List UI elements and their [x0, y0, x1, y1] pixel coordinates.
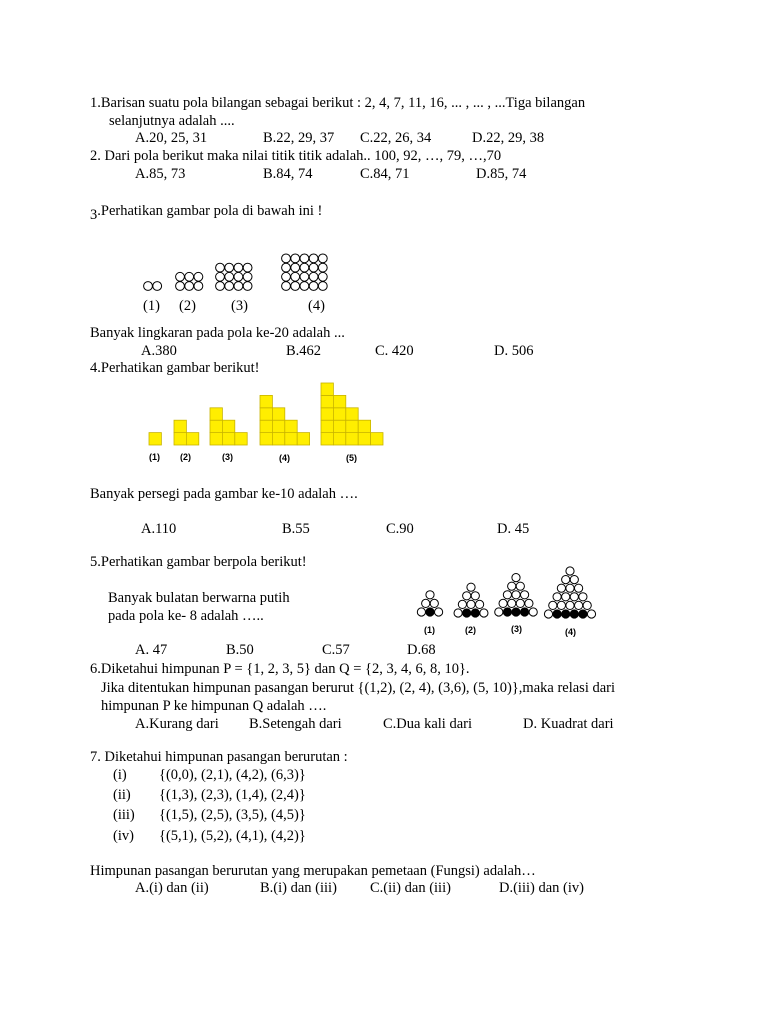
q5-dot: [557, 584, 565, 592]
q3-option-d: D. 506: [494, 343, 534, 359]
q5-dot: [467, 600, 475, 608]
q7-item-label-4: (iv): [113, 828, 134, 844]
q5-dot: [476, 600, 484, 608]
q5-dot: [566, 567, 574, 575]
q5-dot: [579, 593, 587, 601]
q5-dot: [508, 599, 516, 607]
q5-dot: [471, 592, 479, 600]
q5-dot: [512, 591, 520, 599]
q2-option-c: C.84, 71: [360, 166, 410, 182]
q5-dot: [512, 574, 520, 582]
q3-number: 3: [90, 207, 98, 223]
q5-label-2: (2): [465, 625, 476, 635]
q5-dot: [516, 582, 524, 590]
q1-option-a: A.20, 25, 31: [135, 130, 208, 146]
q5-option-a: A. 47: [135, 642, 168, 658]
q5-dot: [579, 610, 587, 618]
q5-dot: [463, 609, 471, 617]
q5-dot: [508, 582, 516, 590]
q5-dot: [467, 583, 475, 591]
q5-dot: [422, 599, 430, 607]
q5-question-line2: pada pola ke- 8 adalah …..: [108, 608, 264, 624]
q5-dot: [463, 592, 471, 600]
q5-label-4: (4): [565, 627, 576, 637]
q7-item-label-2: (ii): [113, 787, 131, 803]
q5-dot: [570, 610, 578, 618]
q5-option-c: C.57: [322, 642, 350, 658]
q2-option-a: A.85, 73: [135, 166, 186, 182]
q4-option-d: D. 45: [497, 521, 530, 537]
q7-option-c: C.(ii) dan (iii): [370, 880, 451, 896]
q6-text: 6.Diketahui himpunan P = {1, 2, 3, 5} dan Q = {2, 3, 4, 6, 8, 10}.: [90, 661, 470, 677]
q5-dot: [480, 609, 488, 617]
q3-label-3: (3): [231, 298, 248, 314]
q5-dot: [458, 600, 466, 608]
q1-option-c: C.22, 26, 34: [360, 130, 432, 146]
q5-dot: [430, 599, 438, 607]
q4-option-c: C.90: [386, 521, 414, 537]
q5-dot: [587, 610, 595, 618]
q4-label-5: (5): [346, 453, 357, 463]
q1-text-cont: selanjutnya adalah ....: [109, 113, 235, 129]
q4-label-3: (3): [222, 452, 233, 462]
q5-dot: [471, 609, 479, 617]
q7-question: Himpunan pasangan berurutan yang merupakan pemetaan (Fungsi) adalah…: [90, 863, 536, 879]
q4-text: 4.Perhatikan gambar berikut!: [90, 360, 260, 376]
q5-question-line1: Banyak bulatan berwarna putih: [108, 590, 290, 606]
q5-dot: [516, 599, 524, 607]
q5-dot: [575, 601, 583, 609]
q3-option-c: C. 420: [375, 343, 414, 359]
q5-dot: [426, 608, 434, 616]
q5-dot: [549, 601, 557, 609]
q5-dot: [499, 599, 507, 607]
q4-question: Banyak persegi pada gambar ke-10 adalah ….: [90, 486, 358, 502]
q7-item-value-3: {(1,5), (2,5), (3,5), (4,5)}: [159, 807, 306, 823]
q3-option-a: A.380: [141, 343, 177, 359]
q3-label-1: (1): [143, 298, 160, 314]
q5-dot: [417, 608, 425, 616]
q5-dot: [570, 593, 578, 601]
q1-text: 1.Barisan suatu pola bilangan sebagai berikut : 2, 4, 7, 11, 16, ... , ... , ...Tiga bilangan: [90, 95, 586, 111]
q5-text: 5.Perhatikan gambar berpola berikut!: [90, 554, 307, 570]
q6-option-a: A.Kurang dari: [135, 716, 219, 732]
q5-dot: [553, 593, 561, 601]
q4-label-2: (2): [180, 452, 191, 462]
q4-option-a: A.110: [141, 521, 177, 537]
q1-option-b: B.22, 29, 37: [263, 130, 335, 146]
q4-option-b: B.55: [282, 521, 310, 537]
q3-question: Banyak lingkaran pada pola ke-20 adalah ...: [90, 325, 345, 341]
q5-dot: [525, 599, 533, 607]
q5-dot: [562, 610, 570, 618]
q5-dot: [562, 593, 570, 601]
q7-item-value-4: {(5,1), (5,2), (4,1), (4,2)}: [159, 828, 306, 844]
q6-option-b: B.Setengah dari: [249, 716, 342, 732]
q5-dot: [521, 608, 529, 616]
q6-option-c: C.Dua kali dari: [383, 716, 472, 732]
q5-dot: [544, 610, 552, 618]
q5-option-b: B.50: [226, 642, 254, 658]
q3-prompt: .Perhatikan gambar pola di bawah ini !: [97, 203, 323, 219]
q5-dot: [512, 608, 520, 616]
q5-dot: [529, 608, 537, 616]
q5-option-d: D.68: [407, 642, 436, 658]
q5-dot: [566, 584, 574, 592]
q4-label-4: (4): [279, 453, 290, 463]
q1-option-d: D.22, 29, 38: [472, 130, 545, 146]
q5-dot: [583, 601, 591, 609]
q7-item-value-1: {(0,0), (2,1), (4,2), (6,3)}: [159, 767, 306, 783]
q5-dot: [503, 608, 511, 616]
q7-option-b: B.(i) dan (iii): [260, 880, 337, 896]
q5-dot: [553, 610, 561, 618]
q7-item-value-2: {(1,3), (2,3), (1,4), (2,4)}: [159, 787, 306, 803]
q5-dot: [521, 591, 529, 599]
q5-dot: [495, 608, 503, 616]
q7-option-a: A.(i) dan (ii): [135, 880, 209, 896]
q5-label-1: (1): [424, 625, 435, 635]
q5-dot: [566, 601, 574, 609]
q2-option-d: D.85, 74: [476, 166, 527, 182]
q6-option-d: D. Kuadrat dari: [523, 716, 614, 732]
q3-label-2: (2): [179, 298, 196, 314]
q5-dot: [570, 576, 578, 584]
q6-text-cont2: himpunan P ke himpunan Q adalah ….: [101, 698, 327, 714]
q5-dot: [426, 591, 434, 599]
q6-text-cont1: Jika ditentukan himpunan pasangan berurut {(1,2), (2, 4), (3,6), (5, 10)},maka relasi dari: [101, 680, 616, 696]
q7-text: 7. Diketahui himpunan pasangan berurutan :: [90, 749, 348, 765]
q3-label-4: (4): [308, 298, 325, 314]
q5-dot: [562, 576, 570, 584]
q7-item-label-3: (iii): [113, 807, 135, 823]
q2-option-b: B.84, 74: [263, 166, 313, 182]
q4-label-1: (1): [149, 452, 160, 462]
q7-option-d: D.(iii) dan (iv): [499, 880, 584, 896]
q7-item-label-1: (i): [113, 767, 127, 783]
q5-dot: [454, 609, 462, 617]
q5-dot: [435, 608, 443, 616]
q5-dot: [557, 601, 565, 609]
q5-dot: [575, 584, 583, 592]
q5-label-3: (3): [511, 624, 522, 634]
q5-dot: [503, 591, 511, 599]
q3-option-b: B.462: [286, 343, 322, 359]
q2-text: 2. Dari pola berikut maka nilai titik titik adalah.. 100, 92, …, 79, …,70: [90, 148, 502, 164]
